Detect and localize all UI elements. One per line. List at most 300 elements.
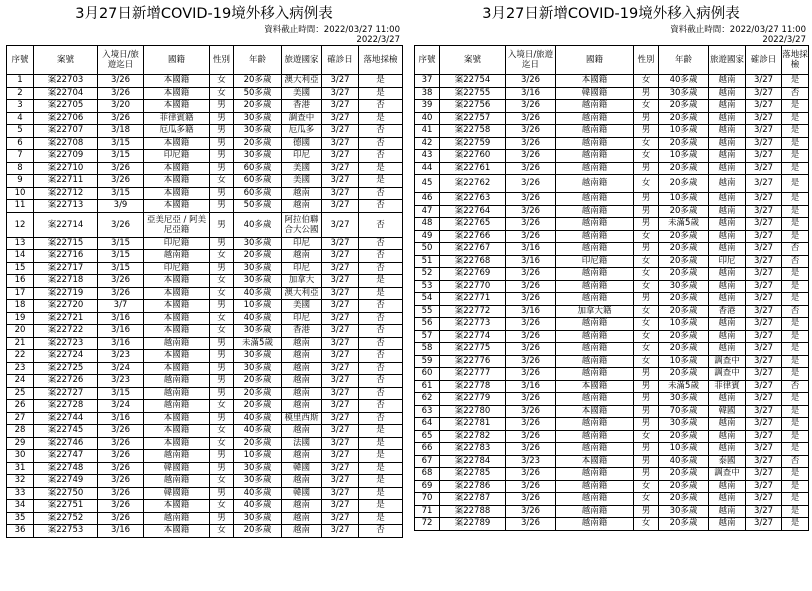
table-header	[7, 46, 403, 75]
cell-landing-test: 否	[359, 125, 403, 138]
cell-landing-test: 否	[359, 300, 403, 313]
cell-seq: 8	[7, 162, 34, 175]
table-row	[415, 230, 809, 243]
data-cutoff-time: 資料截止時間：2022/03/27 11:00	[670, 25, 806, 35]
cell-entry-date: 3/16	[506, 380, 556, 393]
table-row	[415, 175, 809, 193]
cell-travel-country: 越南	[709, 393, 746, 406]
cell-nationality: 越南籍	[556, 343, 634, 356]
cell-nationality: 本國籍	[144, 275, 210, 288]
cell-sex: 女	[634, 493, 659, 506]
cell-travel-country: 印尼	[709, 255, 746, 268]
cell-travel-country: 越南	[282, 250, 322, 263]
cell-sex: 男	[210, 262, 234, 275]
table-row	[415, 193, 809, 206]
cell-seq: 71	[415, 505, 440, 518]
table-row	[415, 75, 809, 88]
cell-nationality: 越南籍	[556, 112, 634, 125]
cell-landing-test: 否	[359, 350, 403, 363]
cell-landing-test: 否	[359, 375, 403, 388]
cell-entry-date: 3/26	[506, 430, 556, 443]
cell-sex: 女	[210, 400, 234, 413]
table-row	[7, 125, 403, 138]
cell-age: 20多歲	[659, 175, 709, 193]
cell-entry-date: 3/26	[98, 87, 144, 100]
cell-landing-test: 是	[359, 275, 403, 288]
cell-landing-test: 否	[359, 150, 403, 163]
cell-seq: 50	[415, 243, 440, 256]
report-date: 2022/3/27	[762, 35, 806, 45]
cell-age: 未滿5歲	[659, 380, 709, 393]
cell-entry-date: 3/26	[506, 355, 556, 368]
cell-entry-date: 3/15	[98, 150, 144, 163]
cell-landing-test: 是	[782, 205, 809, 218]
cell-entry-date: 3/26	[506, 493, 556, 506]
cell-age: 10多歲	[659, 125, 709, 138]
cell-sex: 男	[634, 125, 659, 138]
cell-travel-country: 越南	[282, 450, 322, 463]
cell-age: 30多歲	[234, 237, 282, 250]
cell-nationality: 越南籍	[556, 443, 634, 456]
cell-case-no: 案22774	[440, 330, 506, 343]
cell-seq: 31	[7, 462, 34, 475]
cell-confirm-date: 3/27	[746, 293, 782, 306]
cell-travel-country: 香港	[709, 305, 746, 318]
cell-travel-country: 澳大利亞	[282, 287, 322, 300]
cell-landing-test: 否	[359, 212, 403, 237]
cell-sex: 女	[634, 280, 659, 293]
cell-entry-date: 3/26	[506, 505, 556, 518]
cell-seq: 34	[7, 500, 34, 513]
cell-confirm-date: 3/27	[322, 87, 359, 100]
cell-landing-test: 是	[359, 175, 403, 188]
cell-landing-test: 是	[782, 280, 809, 293]
cell-seq: 69	[415, 480, 440, 493]
cell-age: 30多歲	[234, 350, 282, 363]
cell-sex: 女	[210, 250, 234, 263]
cell-age: 40多歲	[234, 312, 282, 325]
cell-case-no: 案22769	[440, 268, 506, 281]
cell-travel-country: 美國	[282, 300, 322, 313]
cell-travel-country: 越南	[709, 125, 746, 138]
cell-seq: 62	[415, 393, 440, 406]
cell-landing-test: 是	[782, 518, 809, 531]
cell-landing-test: 是	[782, 268, 809, 281]
cell-landing-test: 是	[782, 505, 809, 518]
cell-seq: 4	[7, 112, 34, 125]
cell-nationality: 越南籍	[556, 137, 634, 150]
cell-confirm-date: 3/27	[322, 475, 359, 488]
cell-travel-country: 模里西斯	[282, 412, 322, 425]
cell-entry-date: 3/7	[98, 300, 144, 313]
cell-seq: 48	[415, 218, 440, 231]
cell-seq: 22	[7, 350, 34, 363]
table-row	[7, 475, 403, 488]
cell-sex: 男	[210, 362, 234, 375]
cell-age: 30多歲	[234, 125, 282, 138]
cell-travel-country: 越南	[709, 505, 746, 518]
cell-sex: 男	[210, 162, 234, 175]
cell-confirm-date: 3/27	[746, 87, 782, 100]
cell-age: 20多歲	[234, 400, 282, 413]
cell-entry-date: 3/16	[98, 312, 144, 325]
cell-confirm-date: 3/27	[746, 343, 782, 356]
cell-sex: 女	[210, 437, 234, 450]
cell-landing-test: 是	[359, 287, 403, 300]
cell-sex: 女	[634, 255, 659, 268]
table-row	[7, 412, 403, 425]
table-row	[7, 275, 403, 288]
cell-entry-date: 3/26	[98, 112, 144, 125]
cell-confirm-date: 3/27	[746, 137, 782, 150]
cell-entry-date: 3/26	[98, 462, 144, 475]
cell-nationality: 菲律賓籍	[144, 112, 210, 125]
cell-landing-test: 是	[782, 230, 809, 243]
cell-sex: 男	[210, 237, 234, 250]
cell-case-no: 案22728	[34, 400, 98, 413]
cell-travel-country: 越南	[282, 200, 322, 213]
cell-travel-country: 越南	[282, 475, 322, 488]
cell-age: 40多歲	[659, 75, 709, 88]
table-row	[415, 125, 809, 138]
table-row	[415, 430, 809, 443]
cell-age: 20多歲	[659, 162, 709, 175]
cell-confirm-date: 3/27	[322, 312, 359, 325]
cell-nationality: 本國籍	[144, 350, 210, 363]
header-entry-date: 入境日/旅遊迄日	[98, 46, 144, 75]
cell-case-no: 案22721	[34, 312, 98, 325]
cell-sex: 女	[634, 330, 659, 343]
cell-travel-country: 越南	[709, 518, 746, 531]
table-row	[415, 480, 809, 493]
cell-nationality: 越南籍	[144, 512, 210, 525]
cell-seq: 47	[415, 205, 440, 218]
cell-case-no: 案22722	[34, 325, 98, 338]
cell-sex: 男	[634, 393, 659, 406]
cell-nationality: 本國籍	[556, 75, 634, 88]
cell-landing-test: 是	[359, 437, 403, 450]
cell-entry-date: 3/26	[506, 193, 556, 206]
cell-confirm-date: 3/27	[746, 218, 782, 231]
cell-travel-country: 越南	[709, 112, 746, 125]
cell-confirm-date: 3/27	[322, 187, 359, 200]
cell-age: 30多歲	[234, 262, 282, 275]
cell-travel-country: 印尼	[282, 262, 322, 275]
cell-travel-country: 美國	[282, 175, 322, 188]
cell-age: 20多歲	[659, 305, 709, 318]
cell-nationality: 本國籍	[144, 200, 210, 213]
cell-sex: 男	[210, 350, 234, 363]
header-nationality: 國籍	[144, 46, 210, 75]
cell-travel-country: 越南	[282, 337, 322, 350]
table-row	[415, 205, 809, 218]
cell-entry-date: 3/26	[506, 137, 556, 150]
cell-confirm-date: 3/27	[746, 430, 782, 443]
cell-entry-date: 3/26	[506, 443, 556, 456]
cell-travel-country: 越南	[709, 243, 746, 256]
cell-age: 20多歲	[234, 250, 282, 263]
cell-travel-country: 越南	[282, 387, 322, 400]
cell-age: 40多歲	[234, 487, 282, 500]
cell-nationality: 越南籍	[556, 330, 634, 343]
cell-landing-test: 否	[359, 337, 403, 350]
cell-seq: 49	[415, 230, 440, 243]
cell-travel-country: 韓國	[282, 462, 322, 475]
header-landing-test: 落地採檢	[782, 46, 809, 75]
cell-case-no: 案22771	[440, 293, 506, 306]
cell-nationality: 越南籍	[556, 293, 634, 306]
cell-sex: 女	[634, 343, 659, 356]
cell-case-no: 案22765	[440, 218, 506, 231]
cell-case-no: 案22711	[34, 175, 98, 188]
cell-age: 30多歲	[659, 393, 709, 406]
cell-landing-test: 是	[782, 218, 809, 231]
cell-landing-test: 是	[782, 75, 809, 88]
cell-nationality: 越南籍	[556, 205, 634, 218]
table-row	[7, 187, 403, 200]
cell-nationality: 越南籍	[556, 243, 634, 256]
cell-landing-test: 是	[782, 162, 809, 175]
cell-seq: 11	[7, 200, 34, 213]
cell-sex: 男	[634, 505, 659, 518]
cell-seq: 40	[415, 112, 440, 125]
cell-age: 10多歲	[659, 355, 709, 368]
cell-nationality: 越南籍	[556, 280, 634, 293]
table-row	[7, 362, 403, 375]
cell-sex: 男	[210, 200, 234, 213]
cell-nationality: 越南籍	[556, 493, 634, 506]
cell-entry-date: 3/26	[98, 425, 144, 438]
cell-seq: 15	[7, 262, 34, 275]
cell-landing-test: 是	[782, 405, 809, 418]
cell-case-no: 案22716	[34, 250, 98, 263]
cell-sex: 男	[634, 380, 659, 393]
cell-landing-test: 是	[782, 393, 809, 406]
cell-sex: 女	[210, 325, 234, 338]
cell-confirm-date: 3/27	[322, 262, 359, 275]
cell-age: 30多歲	[234, 150, 282, 163]
table-row	[415, 268, 809, 281]
cell-seq: 9	[7, 175, 34, 188]
cell-sex: 男	[634, 87, 659, 100]
cell-travel-country: 越南	[709, 293, 746, 306]
cell-travel-country: 越南	[709, 280, 746, 293]
cell-confirm-date: 3/27	[746, 112, 782, 125]
cell-nationality: 越南籍	[556, 162, 634, 175]
cell-landing-test: 否	[359, 137, 403, 150]
table-row	[7, 87, 403, 100]
table-row	[7, 262, 403, 275]
cell-confirm-date: 3/27	[746, 318, 782, 331]
table-row	[415, 355, 809, 368]
cell-entry-date: 3/26	[98, 212, 144, 237]
cell-nationality: 本國籍	[556, 455, 634, 468]
cell-case-no: 案22775	[440, 343, 506, 356]
cell-age: 20多歲	[234, 75, 282, 88]
cell-seq: 26	[7, 400, 34, 413]
cell-nationality: 本國籍	[144, 412, 210, 425]
cell-travel-country: 香港	[282, 100, 322, 113]
cell-sex: 女	[634, 318, 659, 331]
header-row	[7, 46, 403, 75]
cell-landing-test: 是	[782, 193, 809, 206]
cell-age: 20多歲	[659, 205, 709, 218]
cell-landing-test: 否	[359, 525, 403, 538]
cell-landing-test: 是	[359, 425, 403, 438]
cell-travel-country: 越南	[709, 430, 746, 443]
cell-entry-date: 3/20	[98, 100, 144, 113]
cell-entry-date: 3/26	[98, 512, 144, 525]
cell-sex: 男	[210, 375, 234, 388]
cell-sex: 女	[634, 305, 659, 318]
cell-landing-test: 是	[359, 75, 403, 88]
cell-nationality: 越南籍	[556, 355, 634, 368]
cell-confirm-date: 3/27	[322, 275, 359, 288]
cell-seq: 54	[415, 293, 440, 306]
cell-case-no: 案22785	[440, 468, 506, 481]
cell-travel-country: 越南	[709, 205, 746, 218]
table-body	[415, 75, 809, 531]
cell-confirm-date: 3/27	[322, 75, 359, 88]
cell-entry-date: 3/26	[506, 218, 556, 231]
cell-confirm-date: 3/27	[746, 393, 782, 406]
cell-landing-test: 是	[782, 137, 809, 150]
cell-age: 30多歲	[659, 280, 709, 293]
cell-sex: 男	[634, 243, 659, 256]
table-row	[7, 300, 403, 313]
cell-case-no: 案22719	[34, 287, 98, 300]
cell-case-no: 案22760	[440, 150, 506, 163]
cell-case-no: 案22725	[34, 362, 98, 375]
cell-landing-test: 否	[782, 243, 809, 256]
cell-seq: 16	[7, 275, 34, 288]
cell-case-no: 案22744	[34, 412, 98, 425]
cell-entry-date: 3/15	[98, 137, 144, 150]
cell-confirm-date: 3/27	[746, 493, 782, 506]
cell-seq: 32	[7, 475, 34, 488]
cell-case-no: 案22753	[34, 525, 98, 538]
table-header	[415, 46, 809, 75]
table-body	[7, 75, 403, 538]
case-table	[6, 45, 403, 538]
cell-nationality: 韓國籍	[556, 87, 634, 100]
cell-nationality: 本國籍	[144, 100, 210, 113]
cell-entry-date: 3/26	[98, 500, 144, 513]
cell-entry-date: 3/24	[98, 362, 144, 375]
cell-confirm-date: 3/27	[322, 450, 359, 463]
cell-nationality: 印尼籍	[556, 255, 634, 268]
cell-travel-country: 越南	[709, 175, 746, 193]
cell-travel-country: 越南	[709, 318, 746, 331]
cell-nationality: 越南籍	[556, 505, 634, 518]
cell-seq: 41	[415, 125, 440, 138]
cell-case-no: 案22784	[440, 455, 506, 468]
cell-nationality: 本國籍	[144, 175, 210, 188]
table-row	[7, 487, 403, 500]
cell-case-no: 案22708	[34, 137, 98, 150]
cell-entry-date: 3/26	[506, 230, 556, 243]
data-cutoff-time: 資料截止時間：2022/03/27 11:00	[264, 25, 400, 35]
header-row	[415, 46, 809, 75]
cell-landing-test: 否	[359, 187, 403, 200]
cell-sex: 男	[634, 455, 659, 468]
cell-confirm-date: 3/27	[746, 443, 782, 456]
cell-travel-country: 菲律賓	[709, 380, 746, 393]
cell-age: 20多歲	[234, 100, 282, 113]
cell-confirm-date: 3/27	[322, 200, 359, 213]
cell-confirm-date: 3/27	[746, 162, 782, 175]
cell-age: 20多歲	[659, 493, 709, 506]
cell-sex: 女	[634, 430, 659, 443]
cell-travel-country: 德國	[282, 137, 322, 150]
cell-entry-date: 3/26	[506, 205, 556, 218]
header-age: 年齡	[659, 46, 709, 75]
table-row	[415, 100, 809, 113]
cell-landing-test: 否	[359, 100, 403, 113]
left-panel	[6, 0, 402, 538]
cell-landing-test: 是	[359, 87, 403, 100]
cell-case-no: 案22723	[34, 337, 98, 350]
table-row	[7, 162, 403, 175]
cell-case-no: 案22755	[440, 87, 506, 100]
cell-landing-test: 是	[782, 318, 809, 331]
cell-entry-date: 3/16	[506, 305, 556, 318]
cell-travel-country: 印尼	[282, 150, 322, 163]
cell-sex: 女	[210, 75, 234, 88]
cell-age: 60多歲	[234, 187, 282, 200]
table-row	[415, 418, 809, 431]
cell-case-no: 案22789	[440, 518, 506, 531]
cell-sex: 男	[210, 125, 234, 138]
cell-entry-date: 3/26	[506, 175, 556, 193]
cell-travel-country: 韓國	[282, 487, 322, 500]
cell-confirm-date: 3/27	[746, 243, 782, 256]
cell-travel-country: 越南	[282, 525, 322, 538]
cell-case-no: 案22762	[440, 175, 506, 193]
cell-age: 30多歲	[659, 418, 709, 431]
cell-confirm-date: 3/27	[322, 162, 359, 175]
cell-confirm-date: 3/27	[746, 205, 782, 218]
cell-nationality: 越南籍	[556, 230, 634, 243]
cell-seq: 37	[415, 75, 440, 88]
table-row	[7, 462, 403, 475]
cell-age: 20多歲	[659, 480, 709, 493]
cell-travel-country: 越南	[709, 480, 746, 493]
cell-entry-date: 3/15	[98, 237, 144, 250]
cell-sex: 女	[634, 518, 659, 531]
cell-case-no: 案22707	[34, 125, 98, 138]
cell-travel-country: 阿拉伯聯合大公國	[282, 212, 322, 237]
cell-seq: 46	[415, 193, 440, 206]
cell-landing-test: 是	[359, 112, 403, 125]
cell-case-no: 案22750	[34, 487, 98, 500]
cell-nationality: 本國籍	[144, 325, 210, 338]
cell-age: 40多歲	[234, 412, 282, 425]
cell-confirm-date: 3/27	[322, 437, 359, 450]
cell-seq: 66	[415, 443, 440, 456]
header-entry-date: 入境日/旅遊迄日	[506, 46, 556, 75]
cell-landing-test: 是	[782, 493, 809, 506]
cell-travel-country: 印尼	[282, 237, 322, 250]
cell-confirm-date: 3/27	[746, 280, 782, 293]
table-row	[415, 318, 809, 331]
cell-confirm-date: 3/27	[746, 405, 782, 418]
cell-entry-date: 3/16	[98, 325, 144, 338]
cell-confirm-date: 3/27	[746, 230, 782, 243]
cell-entry-date: 3/23	[98, 375, 144, 388]
cell-confirm-date: 3/27	[322, 412, 359, 425]
cell-seq: 70	[415, 493, 440, 506]
